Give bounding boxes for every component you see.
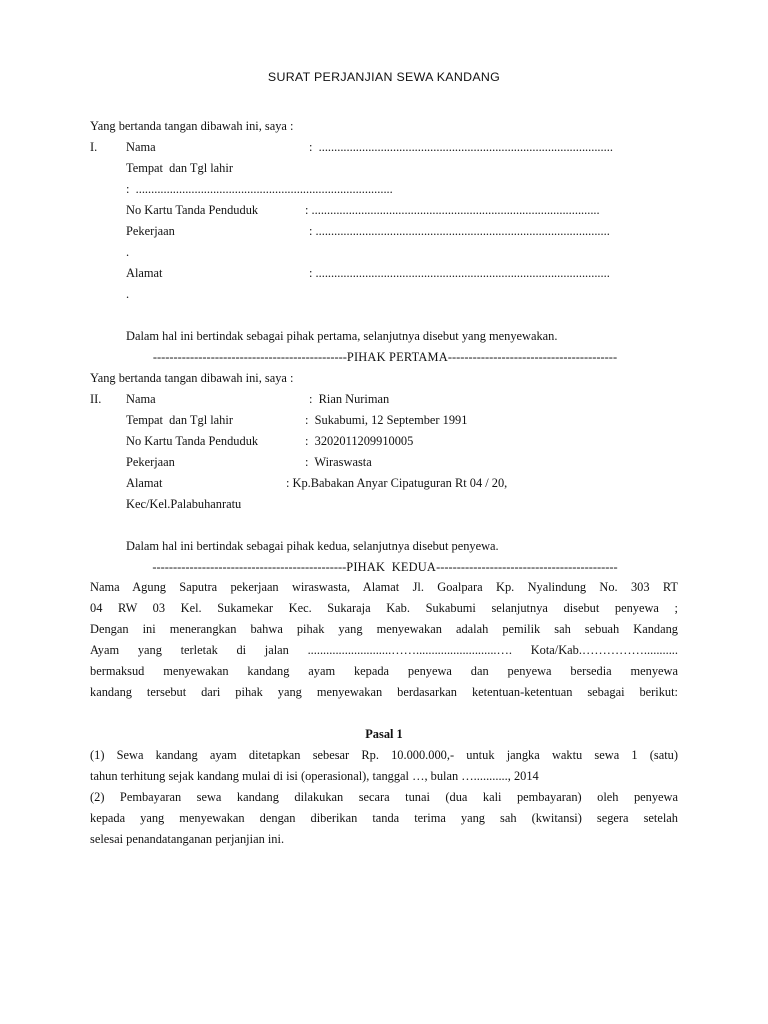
id-label: No Kartu Tanda Penduduk	[126, 434, 259, 448]
pasal-line: (1) Sewa kandang ayam ditetapkan sebesar Rp. 10.000.000,- untuk jangka waktu sewa 1 (satu)	[90, 748, 678, 762]
job-wrap: .	[126, 245, 130, 259]
name-label: Nama	[126, 392, 156, 406]
second-party-heading: PIHAK KEDUA	[346, 560, 437, 574]
address-value: : ...............................................................................................	[309, 266, 610, 280]
pasal-line: (2) Pembayaran sewa kandang dilakukan secara tunai (dua kali pembayaran) oleh penyewa	[90, 790, 678, 804]
pasal-line: selesai penandatanganan perjanjian ini.	[90, 832, 285, 846]
body-line: 04 RW 03 Kel. Sukamekar Kec. Sukaraja Kab. Sukabumi selanjutnya disebut penyewa ;	[90, 601, 678, 615]
intro-text-second: Yang bertanda tangan dibawah ini, saya :	[90, 371, 294, 385]
body-line: Nama Agung Saputra pekerjaan wiraswasta, Alamat Jl. Goalpara Kp. Nyalindung No. 303 RT	[90, 580, 678, 594]
address-wrap: Kec/Kel.Palabuhanratu	[126, 497, 242, 511]
party-number-second: II.	[90, 392, 102, 406]
name-label: Nama	[126, 140, 156, 154]
job-label: Pekerjaan	[126, 455, 175, 469]
job-value: : Wiraswasta	[305, 455, 372, 469]
first-party-heading: PIHAK PERTAMA	[346, 350, 448, 364]
second-party-statement: Dalam hal ini bertindak sebagai pihak kedua, selanjutnya disebut penyewa.	[126, 539, 499, 553]
document-title: SURAT PERJANJIAN SEWA KANDANG	[267, 70, 501, 84]
address-label: Alamat	[126, 476, 163, 490]
separator-left: -----------------------------------------------	[152, 350, 347, 364]
body-line: kandang tersebut dari pihak yang menyewakan berdasarkan ketentuan-ketentuan sebagai berikut:	[90, 685, 678, 699]
job-value: : ...............................................................................................	[309, 224, 610, 238]
pasal-line: tahun terhitung sejak kandang mulai di isi (operasional), tanggal …, bulan …..........., 2014	[90, 769, 539, 783]
birth-label: Tempat dan Tgl lahir	[126, 161, 233, 175]
id-value: : 3202011209910005	[305, 434, 414, 448]
address-wrap: .	[126, 287, 130, 301]
separator-right: -----------------------------------------	[447, 350, 618, 364]
second-party-separator	[90, 560, 680, 575]
body-line: Dengan ini menerangkan bahwa pihak yang menyewakan adalah pemilik sah sebuah Kandang	[90, 622, 678, 636]
separator-left: -----------------------------------------------	[152, 560, 347, 574]
party-number-first: I.	[90, 140, 98, 154]
birth-label: Tempat dan Tgl lahir	[126, 413, 233, 427]
first-party-statement: Dalam hal ini bertindak sebagai pihak pertama, selanjutnya disebut yang menyewakan.	[126, 329, 558, 343]
separator-right: --------------------------------------------	[436, 560, 618, 574]
body-line: bermaksud menyewakan kandang ayam kepada penyewa dan penyewa bersedia menyewa	[90, 664, 678, 678]
address-value: : Kp.Babakan Anyar Cipatuguran Rt 04 / 20,	[286, 476, 508, 490]
birth-value: : ...................................................................................	[126, 182, 393, 196]
id-label: No Kartu Tanda Penduduk	[126, 203, 259, 217]
address-label: Alamat	[126, 266, 163, 280]
job-label: Pekerjaan	[126, 224, 175, 238]
id-value: : .............................................................................................	[305, 203, 600, 217]
body-line: Ayam yang terletak di jalan ...........................……..........................…. Kota/Kab.……………...........	[90, 643, 678, 657]
pasal-line: kepada yang menyewakan dengan diberikan tanda terima yang sah (kwitansi) segera setelah	[90, 811, 678, 825]
birth-value: : Sukabumi, 12 September 1991	[305, 413, 468, 427]
pasal-title: Pasal 1	[365, 727, 403, 741]
name-value: : Rian Nuriman	[309, 392, 390, 406]
name-value: : ...............................................................................................	[309, 140, 613, 154]
intro-text: Yang bertanda tangan dibawah ini, saya :	[90, 119, 294, 133]
first-party-separator	[90, 350, 680, 365]
